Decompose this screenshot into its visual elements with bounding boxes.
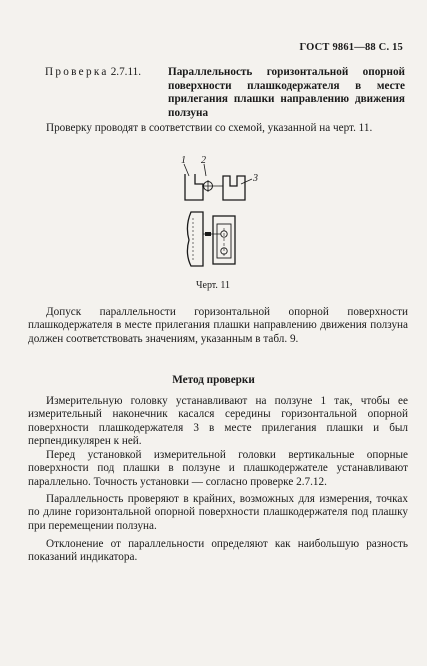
tolerance-paragraph: Допуск параллельности горизонтальной опорной поверхности плашкодержателя в месте прилегания плашки направлению движения ползуна должен соответствовать значениям, указанным в табл. 9. <box>28 306 408 345</box>
page-header: ГОСТ 9861—88 С. 15 <box>299 42 403 53</box>
method-paragraph-1: Измерительную головку устанавливают на ползуне 1 так, чтобы ее измерительный наконечник касался середины горизонтальной опорной поверхности плашкодержателя 3 в месте прилегания плашки и был перпендикулярен к ней. <box>28 395 408 448</box>
method-paragraph-3: Параллельность проверяют в крайних, возможных для измерения, точках по длине горизонтальной опорной поверхности плашкодержателя под плашку при перемещении ползуна. <box>28 493 408 532</box>
die-holder-top <box>223 176 245 200</box>
slider-front <box>187 212 203 266</box>
method-paragraph-2: Перед установкой измерительной головки вертикальные опорные поверхности под плашки в ползуне и плашкодержателе устанавливают параллельно. Точность установки — согласно проверке 2.7.12. <box>28 449 408 488</box>
leader-line-3 <box>241 179 252 184</box>
figure-label-2: 2 <box>201 155 206 166</box>
figure-drawing <box>175 154 265 274</box>
check-number: 2.7.11. <box>110 66 142 78</box>
check-title: Параллельность горизонтальной опорной поверхности плашкодержателя в месте прилегания плашки направлению движения ползуна <box>168 66 405 119</box>
intro-paragraph: Проверку проводят в соответствии со схемой, указанной на черт. 11. <box>46 122 373 134</box>
method-title: Метод проверки <box>172 374 255 386</box>
figure-caption: Черт. 11 <box>196 280 231 291</box>
slider-top <box>185 174 203 200</box>
figure-label-3: 3 <box>253 173 258 184</box>
check-label: Проверка <box>45 66 109 78</box>
figure-label-1: 1 <box>181 155 186 166</box>
method-paragraph-4: Отклонение от параллельности определяют как наибольшую разность показаний индикатора. <box>28 538 408 564</box>
